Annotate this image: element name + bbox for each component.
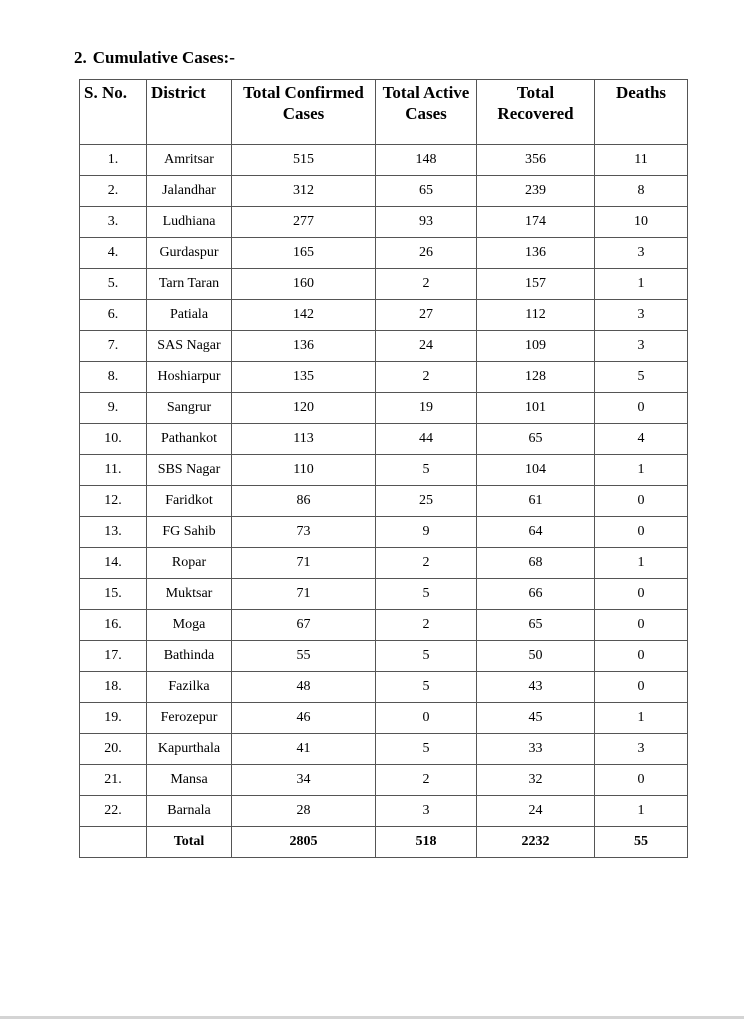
table-row [80, 610, 688, 641]
deaths-cell: 1 [595, 548, 688, 579]
table-row [80, 579, 688, 610]
confirmed-cell: 71 [232, 579, 376, 610]
active-cell: 5 [376, 455, 477, 486]
header-active: Total Active Cases [376, 80, 477, 145]
district-cell: Bathinda [147, 641, 232, 672]
district-cell: SAS Nagar [147, 331, 232, 362]
confirmed-cell: 136 [232, 331, 376, 362]
table-row [80, 486, 688, 517]
sno-cell: 18. [80, 672, 147, 703]
total-confirmed: 2805 [232, 827, 376, 858]
confirmed-cell: 113 [232, 424, 376, 455]
total-sno-cell [80, 827, 147, 858]
table-header-row [80, 80, 688, 145]
district-cell: SBS Nagar [147, 455, 232, 486]
active-cell: 0 [376, 703, 477, 734]
table-row [80, 641, 688, 672]
district-cell: Hoshiarpur [147, 362, 232, 393]
deaths-cell: 3 [595, 238, 688, 269]
district-cell: Mansa [147, 765, 232, 796]
active-cell: 25 [376, 486, 477, 517]
table-row [80, 176, 688, 207]
district-cell: Tarn Taran [147, 269, 232, 300]
recovered-cell: 66 [477, 579, 595, 610]
district-cell: Moga [147, 610, 232, 641]
sno-cell: 1. [80, 145, 147, 176]
deaths-cell: 0 [595, 610, 688, 641]
recovered-cell: 239 [477, 176, 595, 207]
district-cell: Faridkot [147, 486, 232, 517]
recovered-cell: 68 [477, 548, 595, 579]
confirmed-cell: 46 [232, 703, 376, 734]
recovered-cell: 104 [477, 455, 595, 486]
section-number: 2. [74, 48, 87, 67]
active-cell: 5 [376, 641, 477, 672]
table-row [80, 207, 688, 238]
confirmed-cell: 67 [232, 610, 376, 641]
table-row [80, 331, 688, 362]
confirmed-cell: 71 [232, 548, 376, 579]
district-cell: Ropar [147, 548, 232, 579]
cumulative-cases-table [79, 79, 688, 858]
recovered-cell: 65 [477, 424, 595, 455]
deaths-cell: 0 [595, 517, 688, 548]
sno-cell: 11. [80, 455, 147, 486]
district-cell: Kapurthala [147, 734, 232, 765]
recovered-cell: 32 [477, 765, 595, 796]
district-cell: Barnala [147, 796, 232, 827]
sno-cell: 19. [80, 703, 147, 734]
recovered-cell: 128 [477, 362, 595, 393]
recovered-cell: 24 [477, 796, 595, 827]
deaths-cell: 10 [595, 207, 688, 238]
table-row [80, 300, 688, 331]
deaths-cell: 1 [595, 455, 688, 486]
recovered-cell: 174 [477, 207, 595, 238]
section-title: Cumulative Cases:- [92, 48, 235, 67]
active-cell: 2 [376, 765, 477, 796]
deaths-cell: 0 [595, 672, 688, 703]
table-row [80, 269, 688, 300]
table-row [80, 548, 688, 579]
district-cell: Jalandhar [147, 176, 232, 207]
recovered-cell: 33 [477, 734, 595, 765]
table-row [80, 393, 688, 424]
sno-cell: 17. [80, 641, 147, 672]
confirmed-cell: 277 [232, 207, 376, 238]
recovered-cell: 109 [477, 331, 595, 362]
confirmed-cell: 165 [232, 238, 376, 269]
sno-cell: 22. [80, 796, 147, 827]
confirmed-cell: 41 [232, 734, 376, 765]
deaths-cell: 8 [595, 176, 688, 207]
active-cell: 44 [376, 424, 477, 455]
active-cell: 26 [376, 238, 477, 269]
district-cell: Ludhiana [147, 207, 232, 238]
header-district: District [147, 80, 232, 145]
confirmed-cell: 55 [232, 641, 376, 672]
table-row [80, 362, 688, 393]
deaths-cell: 0 [595, 641, 688, 672]
confirmed-cell: 135 [232, 362, 376, 393]
district-cell: Muktsar [147, 579, 232, 610]
table-row [80, 145, 688, 176]
total-active: 518 [376, 827, 477, 858]
district-cell: Ferozepur [147, 703, 232, 734]
confirmed-cell: 86 [232, 486, 376, 517]
total-label: Total [147, 827, 232, 858]
confirmed-cell: 28 [232, 796, 376, 827]
header-confirmed: Total Confirmed Cases [232, 80, 376, 145]
sno-cell: 21. [80, 765, 147, 796]
recovered-cell: 45 [477, 703, 595, 734]
active-cell: 5 [376, 734, 477, 765]
recovered-cell: 136 [477, 238, 595, 269]
total-row [80, 827, 688, 858]
active-cell: 148 [376, 145, 477, 176]
sno-cell: 10. [80, 424, 147, 455]
district-cell: Amritsar [147, 145, 232, 176]
deaths-cell: 3 [595, 300, 688, 331]
sno-cell: 14. [80, 548, 147, 579]
confirmed-cell: 160 [232, 269, 376, 300]
total-deaths: 55 [595, 827, 688, 858]
table-row [80, 765, 688, 796]
confirmed-cell: 73 [232, 517, 376, 548]
recovered-cell: 64 [477, 517, 595, 548]
deaths-cell: 0 [595, 486, 688, 517]
recovered-cell: 43 [477, 672, 595, 703]
table-row [80, 517, 688, 548]
confirmed-cell: 515 [232, 145, 376, 176]
deaths-cell: 3 [595, 331, 688, 362]
district-cell: Patiala [147, 300, 232, 331]
sno-cell: 13. [80, 517, 147, 548]
deaths-cell: 5 [595, 362, 688, 393]
page-bottom-divider [0, 1016, 744, 1019]
header-recovered: Total Recovered [477, 80, 595, 145]
sno-cell: 7. [80, 331, 147, 362]
recovered-cell: 65 [477, 610, 595, 641]
sno-cell: 20. [80, 734, 147, 765]
table-row [80, 703, 688, 734]
confirmed-cell: 120 [232, 393, 376, 424]
total-recovered: 2232 [477, 827, 595, 858]
active-cell: 19 [376, 393, 477, 424]
active-cell: 9 [376, 517, 477, 548]
district-cell: Fazilka [147, 672, 232, 703]
deaths-cell: 1 [595, 796, 688, 827]
recovered-cell: 101 [477, 393, 595, 424]
sno-cell: 3. [80, 207, 147, 238]
confirmed-cell: 142 [232, 300, 376, 331]
active-cell: 2 [376, 269, 477, 300]
table-row [80, 672, 688, 703]
sno-cell: 8. [80, 362, 147, 393]
header-deaths: Deaths [595, 80, 688, 145]
recovered-cell: 356 [477, 145, 595, 176]
table-row [80, 238, 688, 269]
district-cell: FG Sahib [147, 517, 232, 548]
active-cell: 3 [376, 796, 477, 827]
recovered-cell: 157 [477, 269, 595, 300]
district-cell: Pathankot [147, 424, 232, 455]
active-cell: 2 [376, 362, 477, 393]
active-cell: 2 [376, 548, 477, 579]
section-heading [74, 48, 235, 68]
active-cell: 2 [376, 610, 477, 641]
header-sno: S. No. [80, 80, 147, 145]
confirmed-cell: 110 [232, 455, 376, 486]
active-cell: 93 [376, 207, 477, 238]
recovered-cell: 61 [477, 486, 595, 517]
confirmed-cell: 34 [232, 765, 376, 796]
table-row [80, 796, 688, 827]
deaths-cell: 11 [595, 145, 688, 176]
deaths-cell: 0 [595, 579, 688, 610]
table-body [80, 145, 688, 827]
deaths-cell: 0 [595, 765, 688, 796]
deaths-cell: 1 [595, 269, 688, 300]
deaths-cell: 0 [595, 393, 688, 424]
active-cell: 27 [376, 300, 477, 331]
table-row [80, 455, 688, 486]
table-row [80, 424, 688, 455]
sno-cell: 6. [80, 300, 147, 331]
deaths-cell: 3 [595, 734, 688, 765]
deaths-cell: 4 [595, 424, 688, 455]
confirmed-cell: 48 [232, 672, 376, 703]
sno-cell: 12. [80, 486, 147, 517]
deaths-cell: 1 [595, 703, 688, 734]
confirmed-cell: 312 [232, 176, 376, 207]
active-cell: 5 [376, 579, 477, 610]
active-cell: 65 [376, 176, 477, 207]
active-cell: 5 [376, 672, 477, 703]
sno-cell: 16. [80, 610, 147, 641]
recovered-cell: 50 [477, 641, 595, 672]
district-cell: Sangrur [147, 393, 232, 424]
sno-cell: 5. [80, 269, 147, 300]
sno-cell: 2. [80, 176, 147, 207]
sno-cell: 15. [80, 579, 147, 610]
table-row [80, 734, 688, 765]
active-cell: 24 [376, 331, 477, 362]
recovered-cell: 112 [477, 300, 595, 331]
district-cell: Gurdaspur [147, 238, 232, 269]
sno-cell: 9. [80, 393, 147, 424]
sno-cell: 4. [80, 238, 147, 269]
